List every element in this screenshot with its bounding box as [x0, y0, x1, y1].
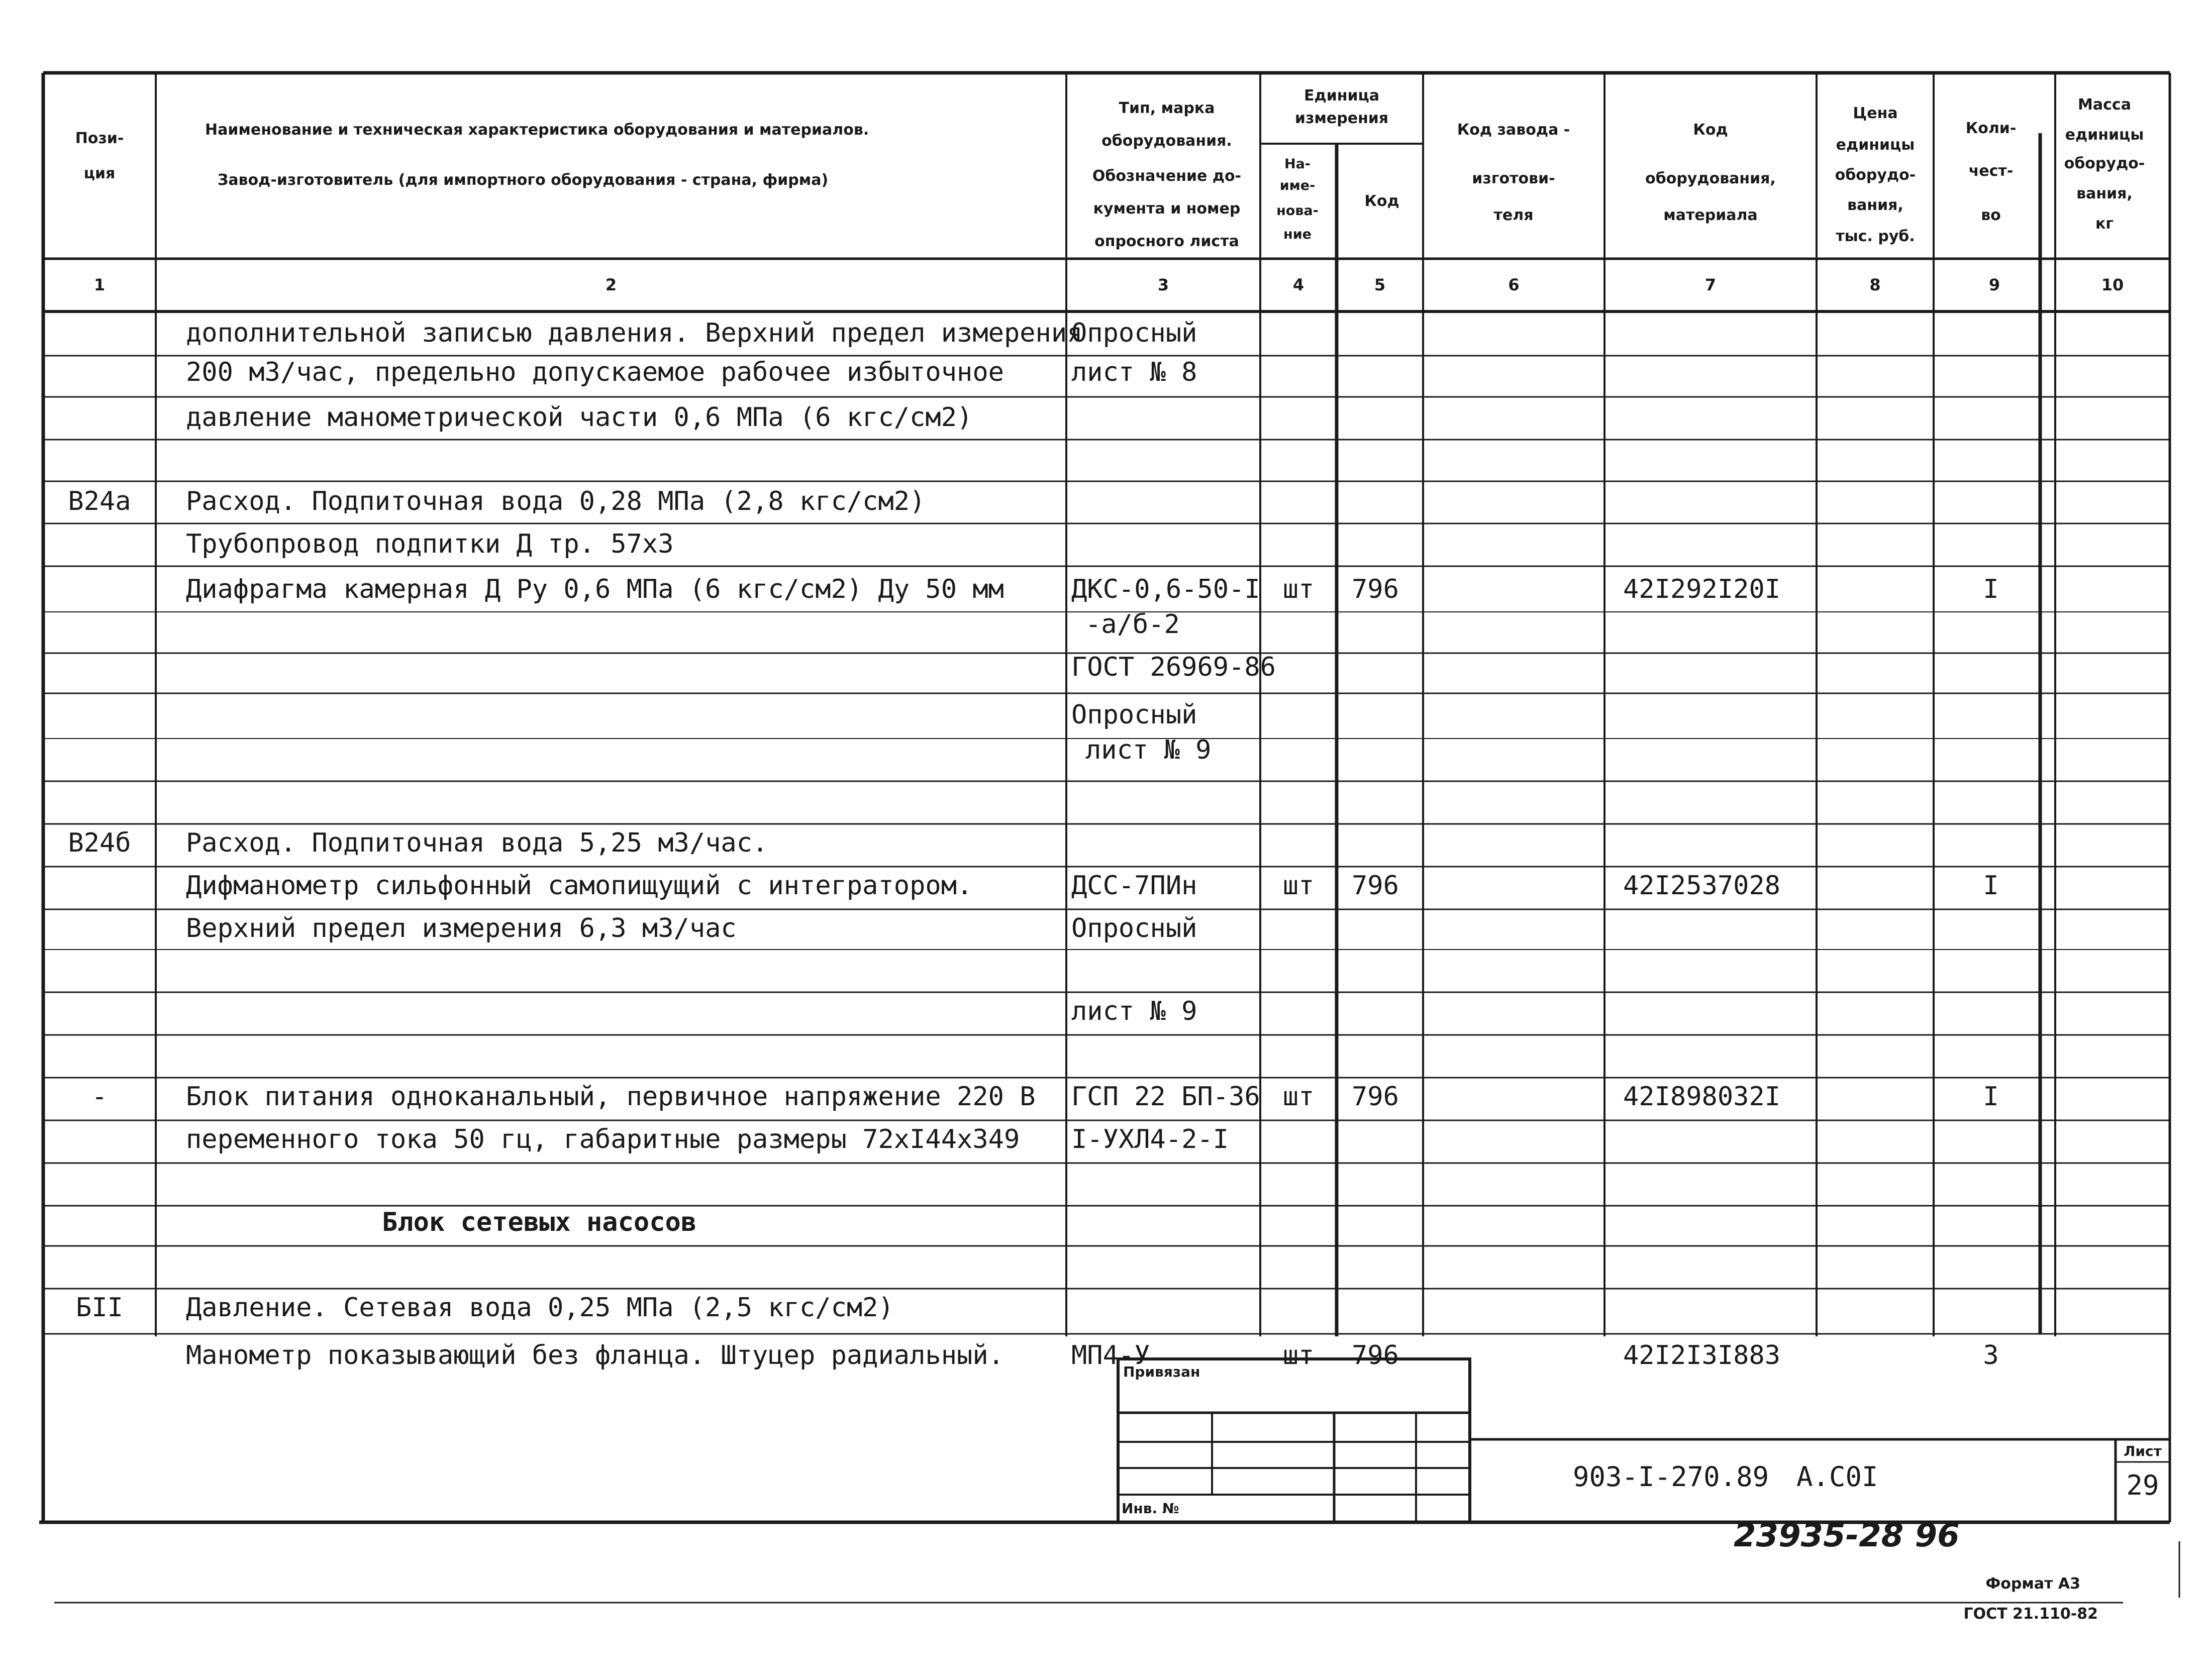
- column-number: 9: [1988, 275, 2000, 294]
- header-unit-name-line1: На-: [1284, 156, 1311, 172]
- header-position-line2: ция: [83, 165, 116, 182]
- row-type: ГСП 22 БП-36: [1071, 1082, 1260, 1112]
- header-name-line1: Наименование и техническая характеристика оборудования и материалов.: [205, 121, 869, 139]
- row-name: Расход. Подпиточная вода 0,28 МПа (2,8 кгс/см2): [186, 486, 926, 516]
- row-type: лист № 8: [1071, 357, 1197, 387]
- row-equipment-code: 42I898032I: [1623, 1082, 1781, 1112]
- column-number: 6: [1508, 275, 1520, 294]
- title-block: [1118, 1359, 2170, 1522]
- row-name: Манометр показывающий без фланца. Штуцер радиальный.: [186, 1340, 1004, 1371]
- header-equip-line3: материала: [1663, 206, 1758, 224]
- header-unit-name-line4: ние: [1283, 227, 1312, 242]
- column-number: 2: [605, 275, 617, 294]
- header-equip-line1: Код: [1693, 121, 1728, 139]
- header-type-line2: оборудования.: [1101, 132, 1232, 150]
- column-number: 10: [2101, 275, 2124, 294]
- row-type: МП4-У: [1071, 1340, 1150, 1371]
- header-plant-line3: теля: [1493, 206, 1534, 224]
- row-name: давление манометрической части 0,6 МПа (6 кгс/см2): [186, 402, 973, 433]
- header-unit-line1: Единица: [1304, 87, 1379, 104]
- row-position: В24а: [68, 486, 131, 516]
- document-number: 903-I-270.89: [1573, 1461, 1769, 1493]
- header-price-line2: единицы: [1836, 136, 1915, 154]
- header-equip-line2: оборудования,: [1645, 170, 1776, 187]
- row-name: Блок питания одноканальный, первичное напряжение 220 В: [186, 1082, 1036, 1112]
- row-equipment-code: 42I2I3I883: [1623, 1340, 1781, 1371]
- row-type: ДКС-0,6-50-I: [1071, 574, 1260, 604]
- row-name: 200 м3/час, предельно допускаемое рабочее избыточное: [186, 357, 1004, 387]
- header-mass-line3: оборудо-: [2064, 155, 2145, 172]
- row-section-title: Блок сетевых насосов: [382, 1207, 697, 1237]
- column-number: 7: [1704, 275, 1717, 294]
- row-unit-code: 796: [1352, 1340, 1399, 1371]
- header-plant-line1: Код завода -: [1457, 121, 1570, 139]
- header-price-line5: тыс. руб.: [1836, 228, 1915, 245]
- header-qty-line1: Коли-: [1965, 120, 2017, 137]
- row-quantity: I: [1983, 1082, 1999, 1112]
- row-name: Диафрагма камерная Д Ру 0,6 МПа (6 кгс/см2) Ду 50 мм: [186, 574, 1004, 604]
- header-price-line1: Цена: [1853, 104, 1898, 122]
- row-type: лист № 9: [1071, 996, 1197, 1026]
- header-qty-line2: чест-: [1968, 162, 2014, 180]
- row-type: Опросный: [1071, 700, 1197, 730]
- column-number: 3: [1157, 275, 1169, 294]
- row-unit-code: 796: [1352, 1082, 1399, 1112]
- header-type-line1: Тип, марка: [1119, 99, 1215, 117]
- header-unit-name-line2: име-: [1279, 178, 1316, 193]
- format-label: Формат А3: [1985, 1575, 2080, 1593]
- header-type-line5: опросного листа: [1094, 233, 1239, 250]
- header-mass-line2: единицы: [2065, 126, 2144, 144]
- header-mass-line1: Масса: [2078, 96, 2131, 114]
- column-number-row: [94, 275, 2124, 294]
- column-number: 8: [1869, 275, 1881, 294]
- row-name: переменного тока 50 гц, габаритные размеры 72хI44х349: [186, 1124, 1020, 1154]
- header-name-line2: Завод-изготовитель (для импортного оборудования - страна, фирма): [218, 171, 829, 189]
- row-name: дополнительной записью давления. Верхний предел измерения: [186, 318, 1083, 348]
- document-suffix: А.С0I: [1796, 1461, 1878, 1493]
- row-name: Давление. Сетевая вода 0,25 МПа (2,5 кгс/см2): [186, 1293, 894, 1323]
- header-qty-line3: во: [1981, 206, 2001, 224]
- row-name: Расход. Подпиточная вода 5,25 м3/час.: [186, 828, 768, 858]
- row-name: Трубопровод подпитки Д тр. 57х3: [186, 529, 674, 559]
- row-name: Дифманометр сильфонный самопищущий с интегратором.: [186, 871, 973, 901]
- row-type: ДСС-7ПИн: [1071, 871, 1197, 901]
- row-quantity: I: [1983, 871, 1999, 901]
- row-unit-code: 796: [1352, 871, 1399, 901]
- sheet-label: Лист: [2124, 1443, 2162, 1459]
- header-mass-line5: кг: [2095, 215, 2114, 233]
- stamp-privyazan-label: Привязан: [1123, 1363, 1200, 1380]
- header-unit-line2: измерения: [1294, 110, 1389, 127]
- row-type-continued: -а/б-2: [1085, 609, 1180, 640]
- row-name: Верхний предел измерения 6,3 м3/час: [186, 913, 737, 943]
- row-equipment-code: 42I2537028: [1623, 871, 1781, 901]
- header-unit-code: Код: [1364, 192, 1399, 210]
- row-type: Опросный: [1071, 913, 1197, 943]
- header-price-line3: оборудо-: [1835, 166, 1916, 184]
- row-quantity: I: [1983, 574, 1999, 604]
- header-unit-name-line3: нова-: [1276, 203, 1319, 219]
- header-type-line4: кумента и номер: [1093, 200, 1241, 218]
- row-type: ГОСТ 26969-86: [1071, 652, 1276, 682]
- row-unit-name: шт: [1282, 1340, 1315, 1371]
- sheet-number: 29: [2126, 1469, 2159, 1501]
- row-position: -: [91, 1082, 108, 1112]
- header-type-line3: Обозначение до-: [1092, 167, 1242, 185]
- table-header: [75, 87, 2145, 250]
- row-unit-name: шт: [1282, 574, 1315, 604]
- row-quantity: 3: [1983, 1340, 1999, 1371]
- gost-label: ГОСТ 21.110-82: [1963, 1605, 2098, 1623]
- row-type: I-УХЛ4-2-I: [1071, 1124, 1229, 1154]
- stamp-inventory-label: Инв. №: [1122, 1500, 1179, 1517]
- header-mass-line4: вания,: [2076, 185, 2133, 202]
- row-unit-name: шт: [1282, 871, 1315, 901]
- row-position: БII: [76, 1293, 123, 1323]
- header-plant-line2: изготови-: [1472, 170, 1555, 187]
- column-number: 5: [1374, 275, 1386, 294]
- column-number: 1: [93, 275, 106, 294]
- row-position: В24б: [68, 828, 131, 858]
- row-unit-code: 796: [1352, 574, 1399, 604]
- column-number: 4: [1292, 275, 1304, 294]
- header-price-line4: вания,: [1847, 196, 1903, 214]
- handwritten-inventory-number: 23935-28 96: [1734, 1517, 1960, 1554]
- row-equipment-code: 42I292I20I: [1623, 574, 1781, 604]
- row-unit-name: шт: [1282, 1082, 1315, 1112]
- table-body: [68, 318, 1998, 1371]
- row-type: Опросный: [1071, 318, 1197, 348]
- row-type-continued: лист № 9: [1085, 735, 1212, 765]
- header-position-line1: Пози-: [75, 130, 124, 147]
